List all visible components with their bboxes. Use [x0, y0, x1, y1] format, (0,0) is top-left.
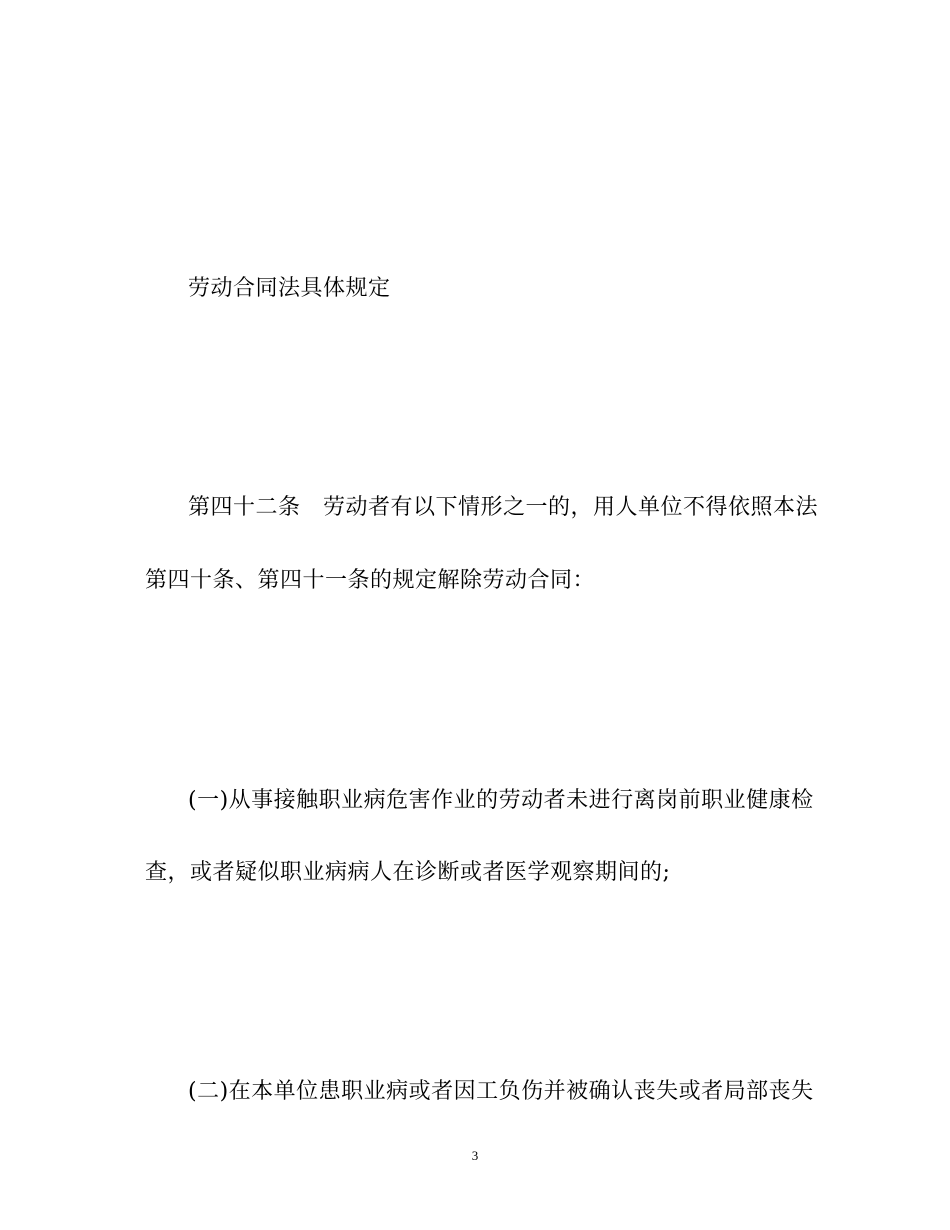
article-42-line-1: 第四十二条 劳动者有以下情形之一的，用人单位不得依照本法	[188, 495, 819, 520]
clause-1-line-1: (一)从事接触职业病危害作业的劳动者未进行离岗前职业健康检	[188, 788, 814, 813]
page-number: 3	[471, 1148, 479, 1163]
document-heading: 劳动合同法具体规定	[188, 276, 391, 301]
clause-1-line-2: 查，或者疑似职业病病人在诊断或者医学观察期间的;	[145, 860, 671, 885]
article-42-line-2: 第四十条、第四十一条的规定解除劳动合同：	[145, 568, 596, 593]
clause-2-line-1: (二)在本单位患职业病或者因工负伤并被确认丧失或者局部丧失	[188, 1079, 814, 1104]
